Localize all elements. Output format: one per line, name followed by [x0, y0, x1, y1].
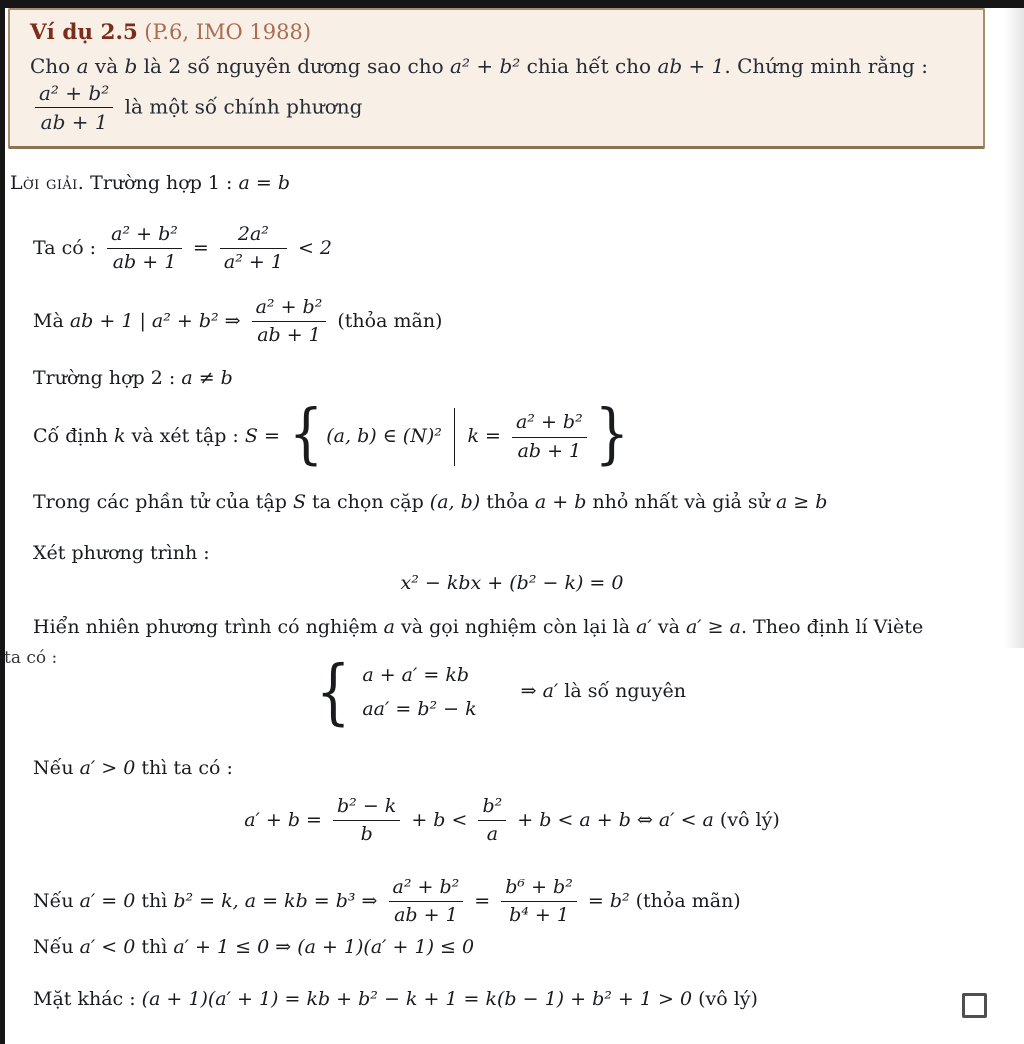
math-run: (a, b) ∈ (N)² — [326, 425, 442, 447]
math-run: a² + b² — [392, 876, 460, 898]
fraction — [252, 297, 327, 347]
fraction — [389, 877, 464, 927]
solution-heading-case1: Lời giải. Trường hợp 1 : a = b — [10, 172, 290, 194]
fraction-numerator — [35, 82, 113, 107]
math-run: + b < a + b ⇔ a′ < a — [511, 808, 714, 831]
problem-title: Ví dụ 2.5 — [30, 20, 138, 45]
line-taco-continuation: ta có : — [4, 648, 58, 668]
problem-reference: (P.6, IMO 1988) — [144, 20, 312, 44]
math-run: a′ — [636, 616, 652, 638]
equation-quadratic — [0, 572, 1024, 594]
system-equations — [362, 664, 476, 720]
line-case-a-zero: Nếu a′ = 0 thì b² = k, a = kb = b³ ⇒ $\frac{\text{a² + b²}}{ab + 1}$ = $\frac{\text{b⁶ + b²}}{\text{b⁴ + 1}}$ = b² (thỏa mãn) — [33, 876, 741, 927]
fraction-numerator — [252, 297, 327, 321]
math-run: S — [292, 491, 306, 513]
line-consider-equation: Xét phương trình : — [33, 542, 210, 564]
math-run: b⁶ + b² — [505, 876, 573, 898]
line-case2: Trường hợp 2 : a ≠ b — [33, 367, 233, 389]
fraction-denominator — [389, 901, 464, 926]
math-run: a + a′ = kb — [362, 664, 470, 686]
math-run: a ≠ b — [181, 367, 233, 389]
math-run: a² + b² — [111, 223, 178, 245]
fraction — [220, 224, 287, 274]
math-run: a² + b² — [450, 53, 521, 78]
equation-inequality: a′ + b = $\frac{\text{b² − k}}{b}$ + b < $\frac{\text{b²}}{a}$ + b < a + b ⇔ a′ < a (vô lý) — [244, 795, 780, 846]
math-run: a — [383, 616, 395, 638]
qed-square-icon — [962, 993, 987, 1018]
math-run: k — [467, 425, 479, 447]
math-run: a² + b² — [515, 411, 583, 434]
fraction-numerator — [333, 796, 400, 820]
line-case-a-positive: Nếu a′ > 0 thì ta có : — [33, 757, 233, 779]
fraction-numerator — [107, 224, 182, 248]
line-minimal-pair: Trong các phần tử của tập S ta chọn cặp (a, b) thỏa a + b nhỏ nhất và giả sử a ≥ b — [33, 491, 828, 513]
math-run: b — [124, 53, 138, 78]
math-run: b⁴ + 1 — [509, 904, 569, 927]
fraction — [35, 82, 113, 134]
math-run: b² — [609, 889, 630, 912]
line-ma-divisibility: Mà ab + 1 | a² + b² ⇒ $\frac{\text{a² + b²}}{ab + 1}$ (thỏa mãn) — [33, 296, 443, 347]
math-run: ab + 1 — [40, 110, 108, 135]
math-run: a = b — [238, 172, 290, 194]
math-run: b² = k, a = kb = b³ — [173, 889, 356, 912]
math-run: ab + 1 — [112, 251, 177, 274]
math-run: + b < — [405, 808, 474, 831]
fraction — [501, 877, 577, 927]
set-builder-bar — [454, 408, 456, 466]
line-viete-paragraph: Hiển nhiên phương trình có nghiệm a và gọi nghiệm còn lại là a′ và a′ ≥ a. Theo định lí Viète — [33, 616, 924, 638]
math-run: a² + b² — [255, 296, 323, 318]
fraction-numerator — [501, 877, 577, 901]
fraction-denominator — [35, 107, 113, 133]
fraction-denominator — [252, 321, 327, 346]
fraction — [333, 796, 400, 846]
math-run: a′ + 1 ≤ 0 — [173, 936, 270, 958]
math-run: a² + 1 — [223, 251, 283, 274]
math-run: ab + 1 — [394, 904, 458, 927]
math-run: k — [113, 425, 126, 447]
fraction-denominator — [333, 820, 400, 845]
math-run: < 2 — [291, 236, 333, 259]
line-case-a-negative: Nếu a′ < 0 thì a′ + 1 ≤ 0 ⇒ (a + 1)(a′ + 1) ≤ 0 — [33, 936, 475, 958]
math-run: a ≥ b — [775, 491, 828, 513]
math-run: (a + 1)(a′ + 1) ≤ 0 — [297, 936, 475, 958]
math-run: S — [244, 425, 258, 447]
fraction — [512, 412, 587, 462]
equation-system — [316, 649, 477, 733]
line-set-definition: Cố định k và xét tập : S = { (a, b) ∈ (N)² k = $\frac{\text{a² + b²}}{ab + 1}$ } — [33, 394, 630, 472]
math-run: a′ — [542, 680, 559, 702]
fraction-denominator — [220, 248, 287, 273]
fraction-numerator — [389, 877, 464, 901]
problem-box — [8, 8, 985, 149]
math-run: a′ > 0 — [79, 757, 136, 779]
math-run: a + b — [534, 491, 587, 513]
math-run: a′ + b = — [244, 808, 329, 831]
fraction-denominator — [512, 437, 587, 462]
big-brace: { — [288, 394, 324, 472]
math-run: b — [360, 823, 373, 846]
math-run: a — [486, 823, 499, 846]
math-run: a′ < 0 — [79, 936, 136, 958]
spacer — [477, 696, 521, 697]
system-equation-row — [362, 664, 476, 686]
math-run: a² + b² — [39, 80, 110, 105]
line-taco-fractions: Ta có : $\frac{\text{a² + b²}}{ab + 1}$ = $\frac{\text{2a²}}{\text{a² + 1}}$ < 2 — [33, 223, 333, 274]
math-run: x² − kbx + (b² − k) = 0 — [400, 572, 624, 594]
fraction — [478, 796, 506, 846]
line-contradiction-final: Mặt khác : (a + 1)(a′ + 1) = kb + b² − k + 1 = k(b − 1) + b² + 1 > 0 (vô lý) — [33, 988, 758, 1010]
fraction-numerator — [478, 796, 506, 820]
fraction-denominator — [478, 820, 506, 845]
big-brace: } — [594, 394, 630, 472]
math-run: a — [76, 53, 89, 78]
math-run: ab + 1 | a² + b² — [69, 309, 219, 332]
math-run: a′ = 0 — [79, 889, 136, 912]
math-run: 2a² — [237, 223, 269, 245]
math-run: b² — [482, 795, 503, 817]
problem-statement-line2: $\frac{\text{a² + b²}}{ab + 1}$ là một số chính phương — [30, 82, 965, 134]
system-brace: { — [316, 649, 351, 733]
math-run: a′ ≥ a — [685, 616, 741, 638]
fraction-denominator — [107, 248, 182, 273]
math-run: (a + 1)(a′ + 1) = kb + b² − k + 1 = k(b − 1) + b² + 1 > 0 — [141, 988, 693, 1010]
fraction — [107, 224, 182, 274]
top-edge-bar — [0, 0, 1024, 8]
problem-statement-line1: Cho a và b là 2 số nguyên dương sao cho a² + b² chia hết cho ab + 1. Chứng minh rằng : — [30, 53, 928, 78]
smallcaps-run: Lời giải. — [10, 172, 85, 194]
math-run: ab + 1 — [657, 53, 725, 78]
left-edge-bar — [0, 0, 5, 1044]
system-equation-row — [362, 698, 476, 720]
math-run: b² − k — [337, 795, 397, 817]
fraction-numerator — [220, 224, 287, 248]
fraction-numerator — [512, 412, 587, 436]
equation-system-viete: { a + a′ = kb aa′ = b² − k ⇒ a′ là số nguyên — [316, 649, 686, 733]
page-edge-shadow — [1004, 8, 1024, 648]
math-run: ab + 1 — [517, 439, 582, 462]
math-run: (a, b) — [429, 491, 481, 513]
math-run: aa′ = b² − k — [362, 698, 477, 720]
math-run: ab + 1 — [257, 324, 321, 347]
problem-title-row — [30, 19, 965, 47]
fraction-denominator — [501, 901, 577, 926]
